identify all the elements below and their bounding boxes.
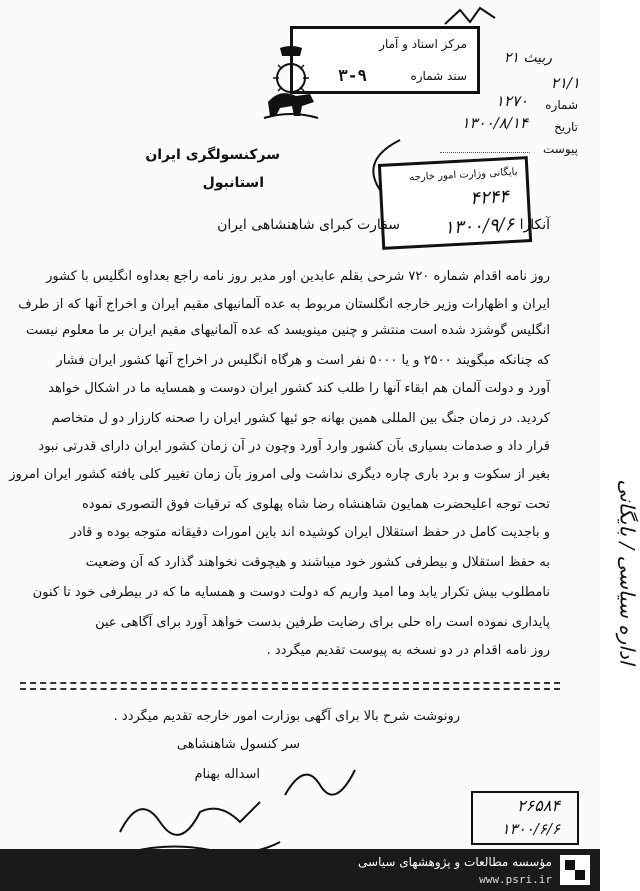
date-value: ۱۳۰۰/۸/۱۴ bbox=[461, 114, 528, 132]
institute-url: www.psri.ir bbox=[479, 873, 552, 886]
series-label: ربیث ۲۱ bbox=[503, 50, 552, 66]
body-line: انگلیس گوشزد شده است منتشر و چنین مینویسد که عده آلمانیهای مقیم ایران بر ما معلوم نیست bbox=[26, 323, 550, 338]
number-label: شماره bbox=[545, 98, 578, 112]
consulate-name: سرکنسولگری ایران bbox=[145, 147, 280, 163]
body-line: قرار داد و صدمات بسیاری بآن کشور وارد آورد وچون در آن زمان کشور ایران دارای قدرتی نبود bbox=[38, 439, 550, 454]
body-line: کردید. در زمان جنگ بین المللی همین بهانه جو ئیها کشور ایران را صحنه کارزار دو ل متخاصم bbox=[51, 411, 550, 426]
body-line: که چنانکه میگویند ۲۵۰۰ و یا ۵۰۰۰ نفر است و هرگاه انگلیس در اخراج آنها کشور ایران فشار bbox=[56, 353, 550, 368]
signature-title: سر کنسول شاهنشاهی bbox=[176, 737, 300, 752]
bottom-stamp-date: ۱۳۰۰/۶/۶ bbox=[501, 820, 560, 838]
ministry-stamp-line3: ۱۳۰۰/۹/۶ bbox=[443, 213, 515, 239]
body-line: نامطلوب بیش تکرار یابد وما امید واریم که دولت دوست و همسایه ما که در بیطرفی خود تا کنون bbox=[32, 585, 550, 600]
lion-and-sun-emblem bbox=[260, 44, 322, 120]
number-value: ۱۲۷۰ bbox=[495, 92, 528, 110]
body-line: روز نامه اقدام شماره ۷۲۰ شرحی بقلم عابدین اور مدیر روز نامه راجع بعداوه انگلیس با کشور bbox=[46, 269, 550, 284]
ministry-stamp-line1: بایگانی وزارت امور خارجه bbox=[409, 166, 518, 184]
archive-stamp-line1: مرکز اسناد و آمار bbox=[379, 37, 467, 51]
body-line: بغیر از سکوت و برد باری چاره دیگری نداشت ولی امروز بآن زمان تغییر کلی یافته کشور ایران امروز bbox=[9, 467, 550, 482]
copy-note: رونوشت شرح بالا برای آگهی بوزارت امور خارجه تقدیم میگردد . bbox=[113, 709, 460, 724]
handwritten-initials bbox=[280, 755, 360, 805]
margin-handwriting: اداره سیاسی / بایگانی bbox=[615, 479, 640, 665]
bottom-stamp-number: ۲۶۵۸۴ bbox=[517, 796, 560, 815]
separator-line bbox=[20, 688, 560, 690]
body-line: آورد و دولت آلمان هم ابقاء آنها را طلب کند کشور ایران دوست و همسایه ما در اشکال خواهد bbox=[48, 381, 550, 396]
addressee-city: آنکارا bbox=[519, 217, 550, 233]
body-line: و باجدیت کامل در حفظ استقلال ایران کوشیده اند باین امورات دقیقانه متوجه بوده و قادر bbox=[70, 525, 550, 540]
doc-ref: ۲۱/۱ bbox=[550, 74, 580, 92]
signature-name: اسداله بهنام bbox=[194, 767, 260, 782]
footer-band bbox=[0, 849, 600, 891]
ministry-stamp-line2: ۴۲۴۴ bbox=[469, 186, 510, 210]
bottom-stamp-box bbox=[470, 790, 580, 846]
body-line: روز نامه اقدام در دو نسخه به پیوست تقدیم میگردد . bbox=[266, 643, 550, 658]
attachment-dots bbox=[440, 152, 530, 153]
body-line: پایداری نموده است راه حلی برای رضایت طرفین بدست خواهد آورد برای آگاهی عین bbox=[95, 615, 550, 630]
date-label: تاریخ bbox=[554, 120, 578, 134]
archive-stamp-number: ۳-۹ bbox=[338, 66, 367, 85]
attachment-label: پیوست bbox=[543, 142, 578, 156]
body-line: به حفظ استقلال و بیطرفی کشور خود میباشند و هیچوقت نخواهند گذارد که آن وضعیت bbox=[85, 555, 550, 570]
institute-logo-icon bbox=[560, 855, 590, 885]
separator-line bbox=[20, 682, 560, 684]
archive-stamp-line2: سند شماره bbox=[410, 69, 467, 83]
institute-name: مؤسسه مطالعات و پژوهشهای سیاسی bbox=[358, 855, 552, 869]
addressee: سفارت کبرای شاهنشاهی ایران bbox=[217, 217, 400, 233]
body-line: ایران و اظهارات وزیر خارجه انگلستان مربوط به عده آلمانیهای مقیم ایران و اخراج آنها که از طرف bbox=[18, 297, 550, 312]
body-line: تحت توجه اعلیحضرت همایون شاهنشاه رضا شاه پهلوی که ترقیات فوق التصوری نموده bbox=[81, 497, 550, 512]
consulate-city: استانبول bbox=[202, 175, 264, 191]
curve-mark bbox=[350, 130, 410, 200]
